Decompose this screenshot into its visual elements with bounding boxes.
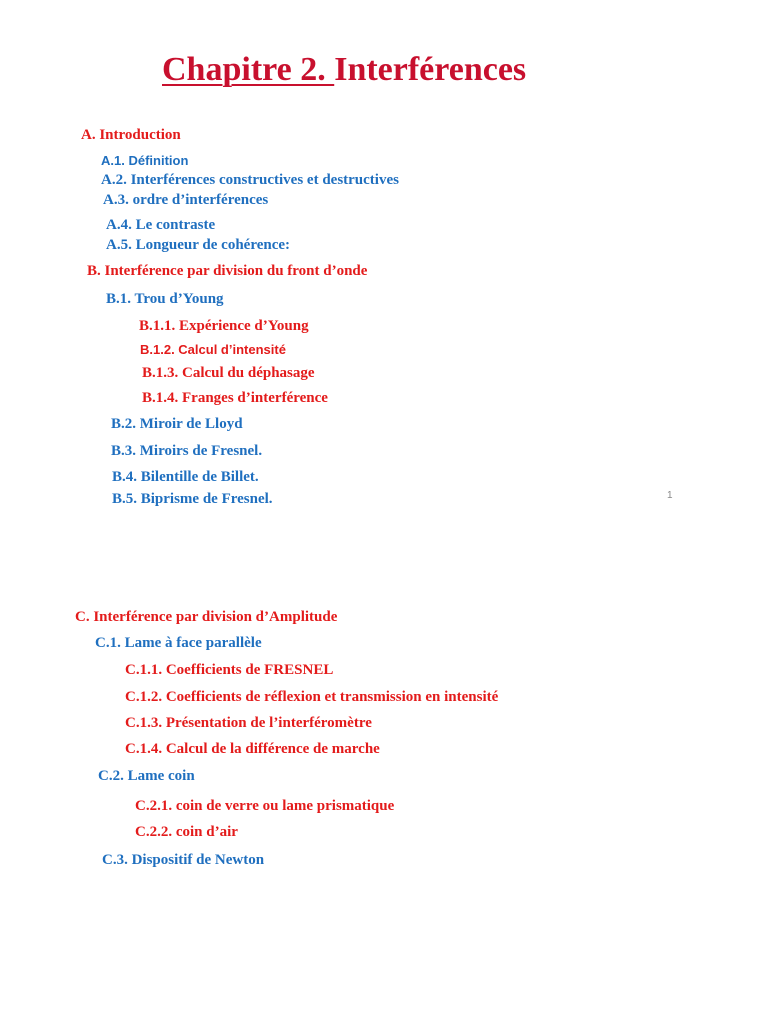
- outline-item-c: C. Interférence par division d’Amplitude: [75, 609, 338, 625]
- outline-item-c3: C.3. Dispositif de Newton: [102, 852, 265, 868]
- outline-item-b2: B.2. Miroir de Lloyd: [111, 416, 243, 432]
- outline-item-c21: C.2.1. coin de verre ou lame prismatique: [135, 798, 395, 814]
- outline-item-c12: C.1.2. Coefficients de réflexion et transmission en intensité: [125, 689, 499, 705]
- outline-item-c2: C.2. Lame coin: [98, 768, 195, 784]
- outline-item-a5: A.5. Longueur de cohérence:: [106, 237, 291, 253]
- outline-item-b13: B.1.3. Calcul du déphasage: [142, 365, 315, 381]
- outline-item-c14: C.1.4. Calcul de la différence de marche: [125, 741, 380, 757]
- outline-item-b12: B.1.2. Calcul d’intensité: [140, 342, 286, 357]
- outline-item-c22: C.2.2. coin d’air: [135, 824, 238, 840]
- outline-item-a3: A.3. ordre d’interférences: [103, 192, 269, 208]
- outline-item-a4: A.4. Le contraste: [106, 217, 216, 233]
- outline-item-b1: B.1. Trou d’Young: [106, 291, 224, 307]
- outline-item-b14: B.1.4. Franges d’interférence: [142, 390, 328, 406]
- outline-item-a2: A.2. Interférences constructives et destructives: [101, 172, 399, 188]
- outline-item-c13: C.1.3. Présentation de l’interféromètre: [125, 715, 372, 731]
- outline-item-b5: B.5. Biprisme de Fresnel.: [112, 491, 273, 507]
- title-chapter-name: Interférences: [334, 51, 527, 88]
- page-title: [162, 50, 526, 90]
- outline-item-b: B. Interférence par division du front d’onde: [87, 263, 368, 279]
- outline-item-a: A. Introduction: [81, 127, 181, 143]
- page-number: 1: [667, 490, 673, 501]
- outline-item-b3: B.3. Miroirs de Fresnel.: [111, 443, 263, 459]
- outline-item-b4: B.4. Bilentille de Billet.: [112, 469, 259, 485]
- outline-item-b11: B.1.1. Expérience d’Young: [139, 318, 309, 334]
- outline-item-c11: C.1.1. Coefficients de FRESNEL: [125, 662, 334, 678]
- outline-item-a1: A.1. Définition: [101, 153, 189, 168]
- title-chapter-number: Chapitre 2.: [162, 51, 335, 88]
- outline-item-c1: C.1. Lame à face parallèle: [95, 635, 262, 651]
